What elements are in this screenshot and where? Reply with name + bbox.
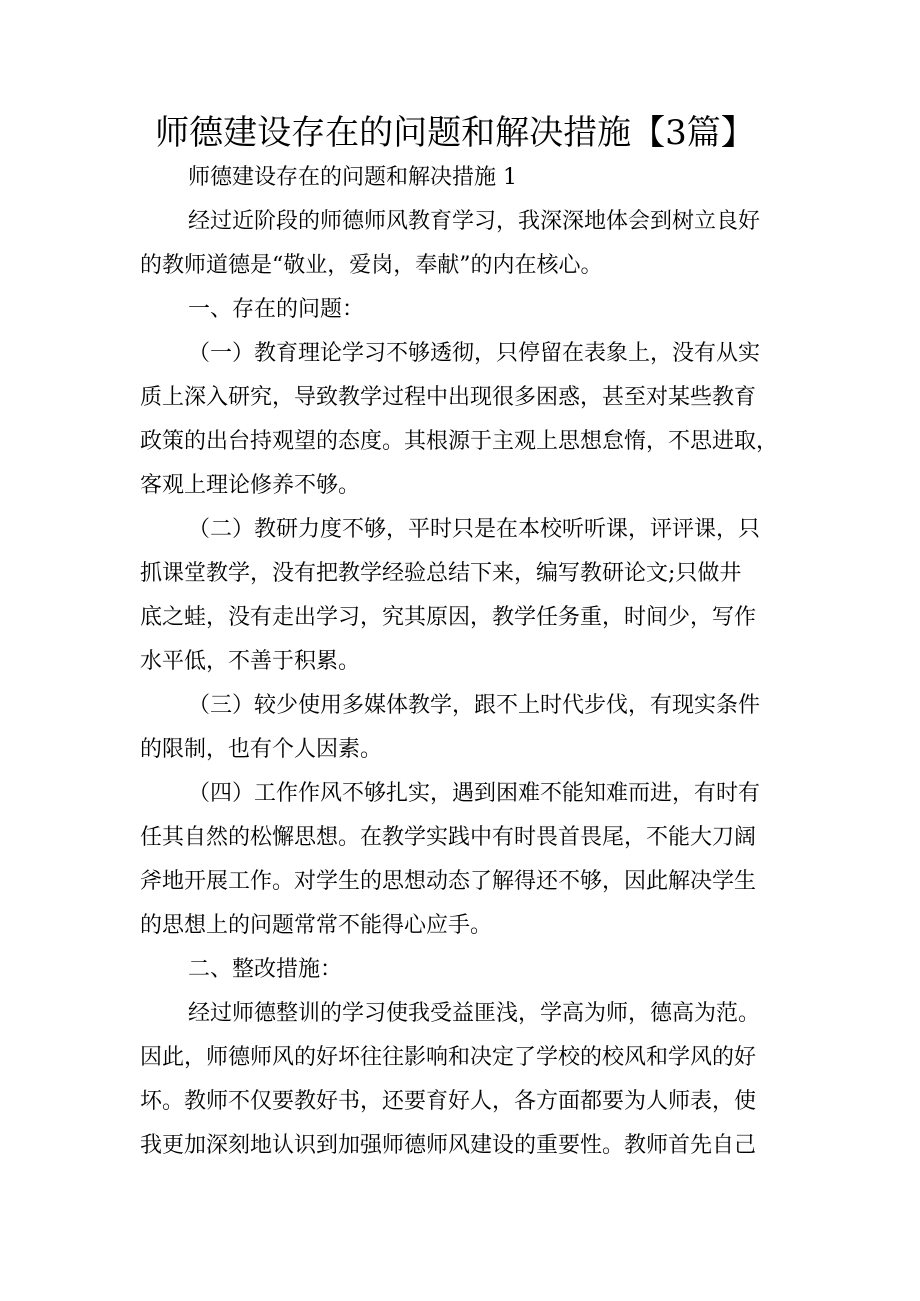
paragraph-line: （三）较少使用多媒体教学，跟不上时代步伐，有现实条件 xyxy=(188,693,761,718)
paragraph-line: 我更加深刻地认识到加强师德师风建设的重要性。教师首先自己 xyxy=(140,1133,757,1158)
paragraph-line: 水平低，不善于积累。 xyxy=(140,649,361,674)
paragraph-line: 底之蛙，没有走出学习，究其原因，教学任务重，时间少，写作 xyxy=(140,605,757,630)
paragraph-line: 任其自然的松懈思想。在教学实践中有时畏首畏尾，不能大刀阔 xyxy=(140,825,757,850)
paragraph-line: 斧地开展工作。对学生的思想动态了解得还不够，因此解决学生 xyxy=(140,869,757,894)
paragraph-line: （二）教研力度不够，平时只是在本校听听课，评评课，只 xyxy=(188,517,761,542)
document-title: 师德建设存在的问题和解决措施【3篇】 xyxy=(155,113,755,153)
paragraph-line: 客观上理论修养不够。 xyxy=(140,473,361,498)
paragraph-line: 因此，师德师风的好坏往往影响和决定了学校的校风和学风的好 xyxy=(140,1045,757,1070)
paragraph-line: 质上深入研究，导致教学过程中出现很多困惑，甚至对某些教育 xyxy=(140,385,757,410)
paragraph-line: （四）工作作风不够扎实，遇到困难不能知难而进，有时有 xyxy=(188,781,761,806)
paragraph-line: 经过师德整训的学习使我受益匪浅，学高为师，德高为范。 xyxy=(188,1001,761,1026)
paragraph-line: （一）教育理论学习不够透彻，只停留在表象上，没有从实 xyxy=(188,341,761,366)
paragraph-line: 抓课堂教学，没有把教学经验总结下来，编写教研论文;只做井 xyxy=(140,561,742,586)
section-heading: 二、整改措施： xyxy=(188,957,343,982)
document-body xyxy=(140,156,790,1168)
paragraph-line: 的思想上的问题常常不能得心应手。 xyxy=(140,913,493,938)
paragraph-line: 的教师道德是“敬业，爱岗，奉献”的内在核心。 xyxy=(140,253,603,278)
section-heading: 一、存在的问题： xyxy=(188,297,365,322)
paragraph-line: 经过近阶段的师德师风教育学习，我深深地体会到树立良好 xyxy=(188,209,761,234)
paragraph-line: 政策的出台持观望的态度。其根源于主观上思想怠惰，不思进取， xyxy=(140,429,779,454)
paragraph-line: 坏。教师不仅要教好书，还要育好人，各方面都要为人师表，使 xyxy=(140,1089,757,1114)
paragraph-line: 的限制，也有个人因素。 xyxy=(140,737,383,762)
section-subtitle: 师德建设存在的问题和解决措施 1 xyxy=(188,165,517,190)
